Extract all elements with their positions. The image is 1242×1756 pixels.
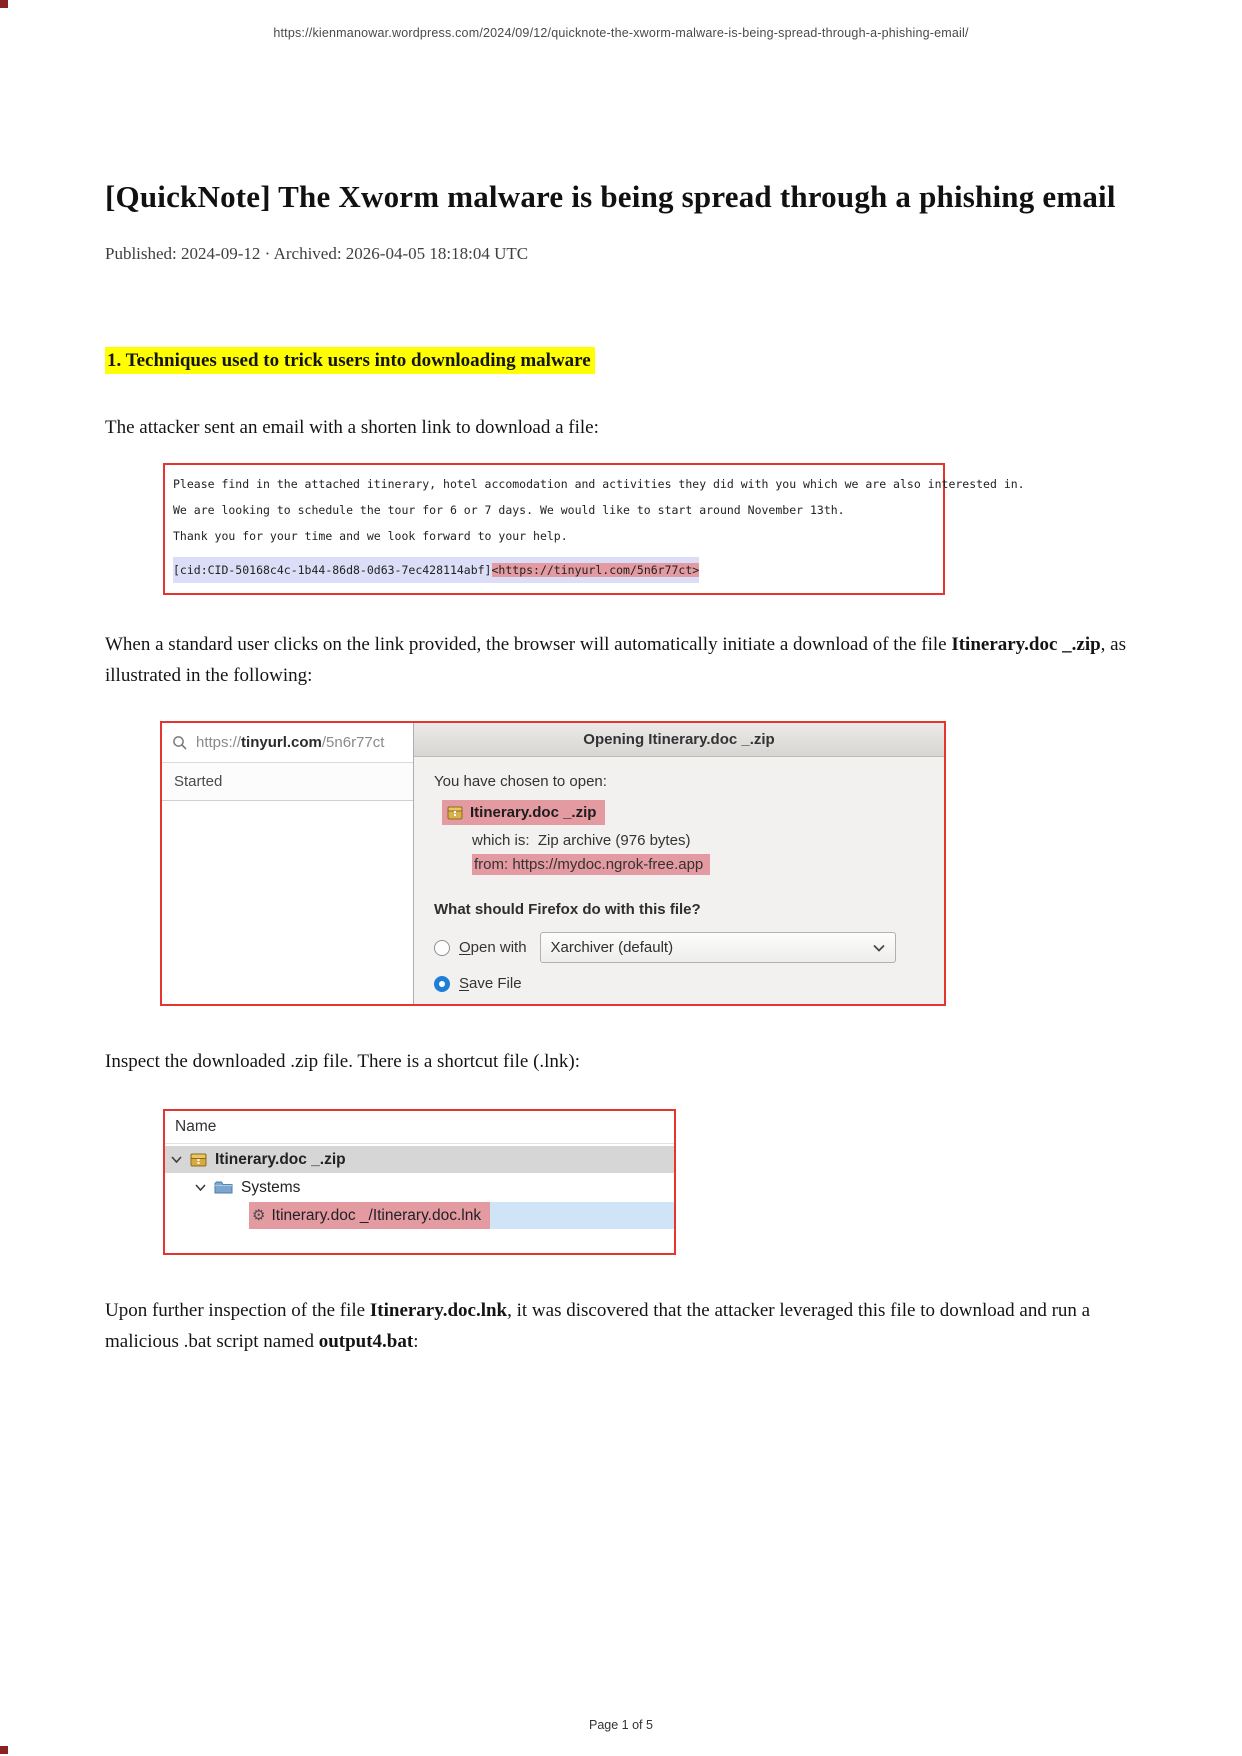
- filename-bold: Itinerary.doc.lnk: [369, 1300, 508, 1321]
- which-is-label: which is:: [472, 832, 530, 849]
- label-rest: ave File: [469, 975, 522, 992]
- browser-pane: [162, 723, 414, 1004]
- chevron-down-icon: [873, 944, 885, 952]
- page-number: Page 1 of 5: [589, 1718, 653, 1732]
- opening-file-dialog: [414, 723, 944, 1004]
- download-status: Started: [162, 763, 413, 801]
- open-with-row: [434, 932, 924, 963]
- tree-row-zip[interactable]: [165, 1146, 674, 1173]
- expander-chevron-icon: [195, 1184, 206, 1191]
- save-file-row: [434, 975, 924, 992]
- from-row: [472, 856, 924, 873]
- url-path: /5n6r77ct: [321, 734, 385, 751]
- expander-chevron-icon: [171, 1156, 182, 1163]
- email-cid-line: [173, 557, 699, 583]
- tree-folder-label: Systems: [241, 1178, 301, 1196]
- access-key: O: [459, 939, 471, 956]
- email-quote-box: [163, 463, 1025, 595]
- email-line: Please find in the attached itinerary, hotel accomodation and activities they did with you which we are also interested in.: [173, 477, 1025, 491]
- file-row: [442, 800, 924, 825]
- download-paragraph: [105, 629, 1137, 691]
- lnk-highlight: [249, 1202, 490, 1229]
- filename-bold: output4.bat: [318, 1331, 414, 1352]
- address-bar[interactable]: [162, 723, 413, 763]
- open-with-dropdown[interactable]: [540, 932, 896, 963]
- url-scheme: https://: [196, 734, 242, 751]
- paragraph-text: , it was discovered that the attacker leveraged this file to download and run a malicious .bat script named: [105, 1300, 1091, 1352]
- address-url: [196, 734, 384, 751]
- open-with-label: [459, 939, 527, 956]
- zip-tree-screenshot: [163, 1109, 676, 1255]
- lnk-paragraph: [105, 1295, 1137, 1357]
- url-domain: tinyurl.com: [241, 734, 322, 751]
- zip-file-icon: [447, 805, 463, 821]
- save-file-label: [459, 975, 522, 992]
- label-rest: pen with: [470, 939, 527, 956]
- published-line: Published: 2024-09-12 · Archived: 2026-04-05 18:18:04 UTC: [105, 244, 529, 263]
- intro-paragraph: The attacker sent an email with a shorten link to download a file:: [105, 417, 599, 438]
- tree-lnk-label: Itinerary.doc _/Itinerary.doc.lnk: [271, 1206, 482, 1224]
- from-pill: [472, 854, 710, 875]
- tree-row-lnk[interactable]: [165, 1202, 674, 1229]
- firefox-dialog-screenshot: [160, 721, 946, 1006]
- which-is-value: Zip archive (976 bytes): [537, 832, 691, 849]
- paragraph-text: , as illustrated in the following:: [105, 634, 1126, 686]
- gear-icon: ⚙: [252, 1206, 266, 1224]
- tree-column-name: Name: [165, 1111, 674, 1144]
- dialog-body: [414, 757, 944, 1004]
- chosen-label: You have chosen to open:: [434, 773, 607, 790]
- tree-zip-label: Itinerary.doc _.zip: [215, 1150, 346, 1168]
- section-heading-text: 1. Techniques used to trick users into downloading malware: [105, 347, 595, 374]
- email-line: We are looking to schedule the tour for 6 or 7 days. We would like to start around November 13th.: [173, 503, 845, 517]
- from-value: https://mydoc.ngrok-free.app: [512, 856, 704, 873]
- search-icon: [172, 735, 188, 751]
- paragraph-text: :: [413, 1331, 419, 1352]
- filename-bold: Itinerary.doc _.zip: [951, 634, 1101, 655]
- cid-text: [cid:CID-50168c4c-1b44-86d8-0d63-7ec428114abf]: [173, 563, 492, 577]
- email-line: Thank you for your time and we look forward to your help.: [173, 529, 568, 543]
- access-key: S: [459, 975, 470, 992]
- row-selection-fill: [490, 1202, 674, 1229]
- open-with-radio[interactable]: [434, 940, 450, 956]
- phishing-link-text: <https://tinyurl.com/5n6r77ct>: [491, 563, 700, 577]
- page-title: [QuickNote] The Xworm malware is being spread through a phishing email: [105, 179, 1116, 214]
- dialog-title: Opening Itinerary.doc _.zip: [414, 723, 944, 757]
- which-is-row: [472, 832, 924, 849]
- save-file-radio[interactable]: [434, 976, 450, 992]
- tree-row-systems[interactable]: [165, 1174, 674, 1201]
- file-pill: [442, 800, 605, 825]
- corner-mark: [0, 1746, 8, 1754]
- dialog-question: What should Firefox do with this file?: [434, 901, 701, 918]
- paragraph-text: When a standard user clicks on the link provided, the browser will automatically initiate a download of the file: [105, 634, 952, 655]
- zip-archive-icon: [190, 1152, 207, 1168]
- inspect-paragraph: Inspect the downloaded .zip file. There is a shortcut file (.lnk):: [105, 1051, 581, 1072]
- source-url: https://kienmanowar.wordpress.com/2024/09/12/quicknote-the-xworm-malware-is-being-spread-through-a-phishing-email/: [273, 26, 969, 40]
- corner-mark: [0, 0, 8, 8]
- dropdown-value: Xarchiver (default): [550, 939, 674, 956]
- paragraph-text: Upon further inspection of the file: [105, 1300, 370, 1321]
- folder-icon: [214, 1180, 233, 1195]
- from-label: from:: [474, 856, 509, 873]
- dialog-filename: Itinerary.doc _.zip: [470, 804, 597, 821]
- section-heading: [105, 350, 1137, 372]
